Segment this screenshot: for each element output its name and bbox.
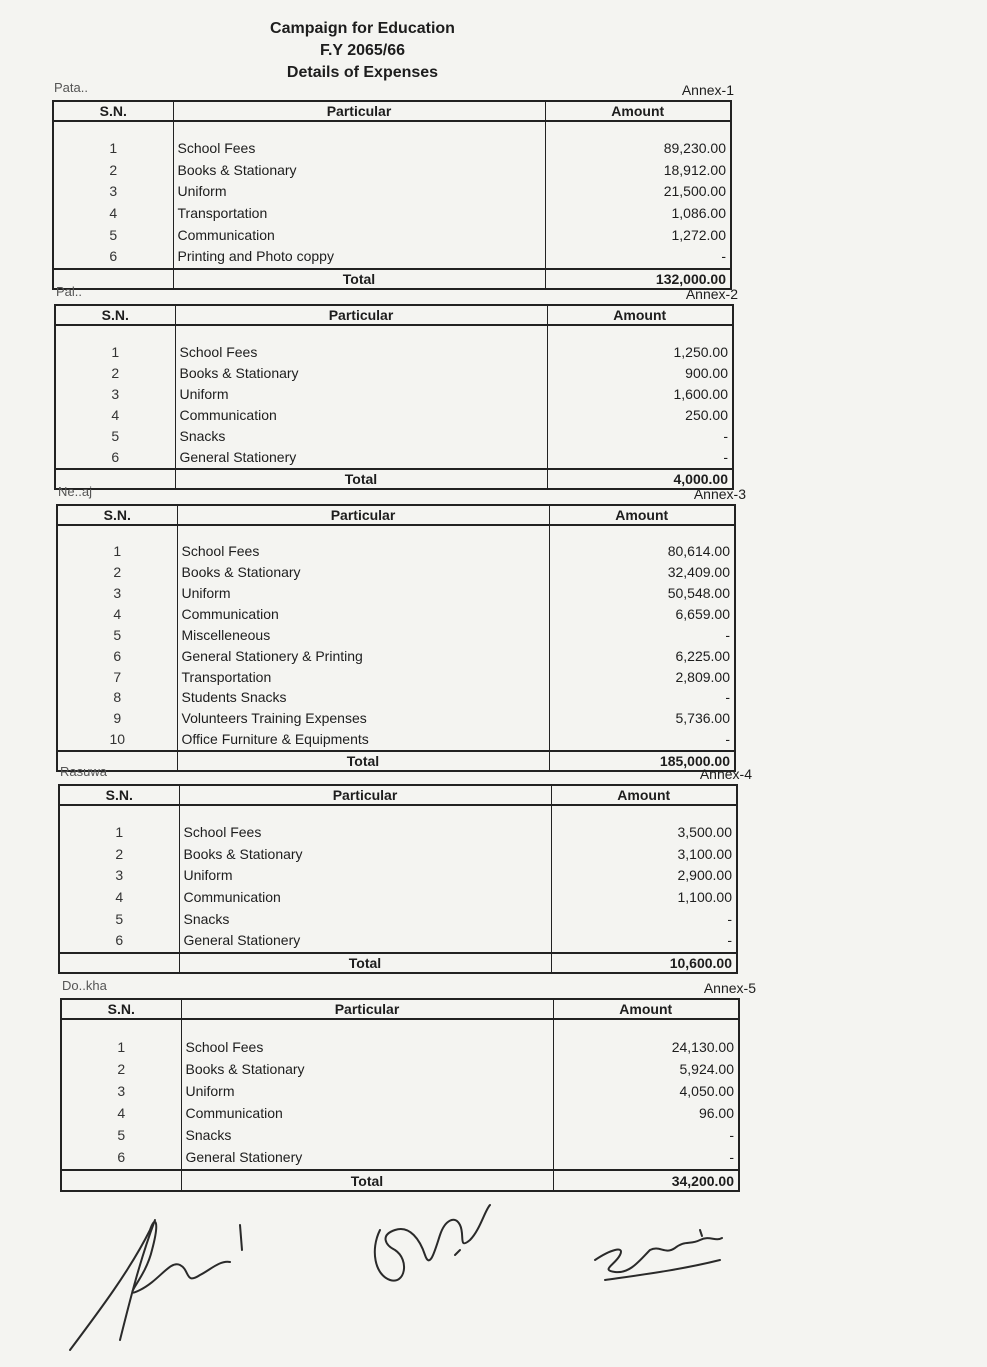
spacer-cell [547,325,733,342]
table-row [53,160,731,182]
amount-cell: 89,230.00 [663,140,726,157]
spacer-cell [553,1019,739,1036]
header-row [55,305,733,325]
particular-cell: School Fees [173,138,545,160]
particular-cell: Snacks [179,908,551,930]
sn-cell: 1 [53,138,173,160]
total-label: Total [179,953,551,973]
header-row [57,505,735,525]
sn-cell: 10 [57,729,177,751]
particular-cell: Books & Stationary [181,1059,553,1081]
amount-cell: 250.00 [685,406,728,423]
sn-cell: 1 [59,822,179,844]
amount-cell: - [721,248,726,265]
annex-label: Annex-3 [693,486,746,502]
sn-cell: 2 [53,160,173,182]
particular-cell: Volunteers Training Expenses [177,708,549,729]
table-row [53,224,731,246]
table-row [59,887,737,909]
particular-cell: Transportation [173,203,545,225]
amount-cell: 2,900.00 [677,867,732,884]
table-row [61,1081,739,1103]
particular-cell: Uniform [181,1081,553,1103]
annex-label: Annex-4 [699,766,752,782]
sn-cell: 5 [59,908,179,930]
amount-cell: - [727,932,732,949]
sn-cell: 3 [61,1081,181,1103]
header-row [61,999,739,1019]
total-empty-cell [61,1170,181,1191]
organization-title: Campaign for Education [270,20,455,37]
annex-label: Annex-5 [703,980,756,996]
table-row [53,138,731,160]
sn-cell: 4 [59,887,179,909]
total-amount: 10,600.00 [551,953,737,973]
particular-cell: General Stationery & Printing [177,646,549,667]
spacer-cell [179,805,551,822]
spacer-row [61,1019,739,1036]
district-label: Pata.. [54,80,88,95]
sn-cell: 5 [57,625,177,646]
particular-cell: School Fees [181,1036,553,1058]
sn-cell: 2 [61,1059,181,1081]
particular-header: Particular [179,785,551,805]
particular-cell: School Fees [177,541,549,562]
amount-header: Amount [553,999,739,1019]
table-row [55,447,733,469]
amount-cell: 80,614.00 [667,543,730,560]
table-row [59,865,737,887]
amount-cell: - [723,448,728,465]
amount-cell: 1,600.00 [673,385,728,402]
district-label: Pal.. [56,284,83,299]
sn-cell: 3 [57,583,177,604]
amount-cell: 6,225.00 [675,647,730,664]
annex-block [58,766,752,976]
table-row [59,844,737,866]
total-amount: 132,000.00 [545,269,731,289]
particular-cell: Uniform [179,865,551,887]
spacer-cell [545,121,731,138]
amount-header: Amount [547,305,733,325]
particular-cell: General Stationery [181,1147,553,1170]
amount-header: Amount [545,101,731,121]
amount-cell: 96.00 [698,1105,734,1122]
particular-header: Particular [181,999,553,1019]
sn-cell: 6 [53,246,173,269]
particular-header: Particular [173,101,545,121]
amount-cell: 18,912.00 [663,161,726,178]
signature-area [60,1190,760,1360]
table-row [57,687,735,708]
spacer-cell [549,525,735,541]
sn-cell: 5 [61,1125,181,1147]
spacer-cell [57,525,177,541]
table-row [53,181,731,203]
amount-cell: - [725,689,730,706]
amount-cell: 50,548.00 [667,585,730,602]
particular-cell: Printing and Photo coppy [173,246,545,269]
particular-cell: Uniform [173,181,545,203]
total-row [59,953,737,973]
sn-cell: 6 [55,447,175,469]
amount-cell: 6,659.00 [675,605,730,622]
sn-cell: 4 [55,405,175,426]
sn-cell: 9 [57,708,177,729]
amount-cell: - [729,1127,734,1144]
spacer-cell [53,121,173,138]
annex-block [60,980,756,1194]
signature-2 [375,1205,490,1281]
document-header [200,18,525,84]
total-row [61,1170,739,1191]
table-row [57,562,735,583]
particular-cell: Snacks [181,1125,553,1147]
table-row [61,1059,739,1081]
particular-header: Particular [177,505,549,525]
table-row [55,405,733,426]
total-empty-cell [59,953,179,973]
sn-header: S.N. [53,101,173,121]
sn-cell: 4 [53,203,173,225]
particular-cell: Students Snacks [177,687,549,708]
particular-cell: General Stationery [175,447,547,469]
sn-cell: 2 [57,562,177,583]
document-subtitle: Details of Expenses [286,64,439,81]
sn-cell: 3 [55,384,175,405]
amount-cell: 1,272.00 [671,226,726,243]
sn-cell: 3 [59,865,179,887]
amount-cell: - [729,1149,734,1166]
amount-cell: 3,500.00 [677,824,732,841]
expenses-table [58,784,738,974]
total-label: Total [181,1170,553,1191]
particular-cell: General Stationery [179,930,551,953]
spacer-cell [59,805,179,822]
table-row [53,246,731,269]
spacer-row [55,325,733,342]
particular-cell: Uniform [175,384,547,405]
table-row [53,203,731,225]
table-row [61,1103,739,1125]
annex-block [52,82,734,292]
amount-cell: 21,500.00 [663,183,726,200]
table-row [61,1125,739,1147]
district-label: Rasuwa [60,764,107,779]
table-row [59,930,737,953]
total-amount: 185,000.00 [549,751,735,771]
particular-cell: Miscelleneous [177,625,549,646]
particular-cell: Communication [179,887,551,909]
district-label: Do..kha [62,978,107,993]
sn-header: S.N. [55,305,175,325]
expenses-table [54,304,734,490]
sn-cell: 5 [53,224,173,246]
table-row [61,1036,739,1058]
amount-cell: - [723,427,728,444]
signatures-graphic [60,1190,760,1360]
particular-cell: Snacks [175,426,547,447]
sn-header: S.N. [61,999,181,1019]
sn-cell: 2 [55,363,175,384]
spacer-cell [55,325,175,342]
expenses-table [52,100,732,290]
amount-cell: 1,100.00 [677,888,732,905]
amount-cell: 5,924.00 [679,1061,734,1078]
header-row [59,785,737,805]
particular-cell: School Fees [179,822,551,844]
sn-cell: 3 [53,181,173,203]
amount-cell: 32,409.00 [667,564,730,581]
sn-cell: 6 [61,1147,181,1170]
particular-cell: Books & Stationary [177,562,549,583]
annex-block [54,286,738,492]
particular-cell: Communication [173,224,545,246]
amount-header: Amount [551,785,737,805]
table-row [57,646,735,667]
header-row [53,101,731,121]
district-label: Ne..aj [58,484,92,499]
annex-label: Annex-2 [685,286,738,302]
table-row [57,604,735,625]
particular-cell: Books & Stationary [175,363,547,384]
sn-cell: 7 [57,667,177,688]
signature-3 [595,1230,722,1280]
amount-cell: - [727,910,732,927]
amount-cell: 24,130.00 [671,1038,734,1055]
particular-cell: Communication [175,405,547,426]
amount-cell: 4,050.00 [679,1083,734,1100]
table-row [59,822,737,844]
table-row [57,729,735,751]
total-label: Total [177,751,549,771]
particular-cell: Books & Stationary [173,160,545,182]
amount-cell: - [725,626,730,643]
particular-cell: School Fees [175,342,547,363]
total-amount: 34,200.00 [553,1170,739,1191]
particular-cell: Communication [181,1103,553,1125]
sn-cell: 1 [57,541,177,562]
annex-block [56,486,746,774]
sn-cell: 1 [55,342,175,363]
amount-cell: 1,086.00 [671,204,726,221]
sn-cell: 6 [57,646,177,667]
particular-header: Particular [175,305,547,325]
amount-cell: 900.00 [685,364,728,381]
signature-1 [70,1220,242,1350]
spacer-row [53,121,731,138]
table-row [57,708,735,729]
annex-label: Annex-1 [681,82,734,98]
expenses-table [56,504,736,772]
spacer-cell [177,525,549,541]
amount-cell: - [725,731,730,748]
total-label: Total [173,269,545,289]
particular-cell: Office Furniture & Equipments [177,729,549,751]
sn-cell: 4 [61,1103,181,1125]
table-row [57,541,735,562]
amount-header: Amount [549,505,735,525]
spacer-row [59,805,737,822]
table-row [57,583,735,604]
table-row [55,426,733,447]
particular-cell: Communication [177,604,549,625]
particular-cell: Transportation [177,667,549,688]
sn-cell: 6 [59,930,179,953]
table-row [55,384,733,405]
sn-cell: 5 [55,426,175,447]
table-row [59,908,737,930]
table-row [57,667,735,688]
total-label: Total [175,469,547,489]
spacer-cell [61,1019,181,1036]
table-row [55,342,733,363]
amount-cell: 3,100.00 [677,845,732,862]
amount-cell: 1,250.00 [673,343,728,360]
sn-cell: 8 [57,687,177,708]
spacer-cell [175,325,547,342]
expenses-table [60,998,740,1192]
total-amount: 4,000.00 [547,469,733,489]
table-row [61,1147,739,1170]
spacer-cell [173,121,545,138]
spacer-cell [181,1019,553,1036]
sn-header: S.N. [59,785,179,805]
fiscal-year: F.Y 2065/66 [319,42,406,59]
amount-cell: 5,736.00 [675,710,730,727]
spacer-cell [551,805,737,822]
sn-cell: 4 [57,604,177,625]
sn-cell: 1 [61,1036,181,1058]
table-row [55,363,733,384]
spacer-row [57,525,735,541]
amount-cell: 2,809.00 [675,668,730,685]
sn-cell: 2 [59,844,179,866]
particular-cell: Books & Stationary [179,844,551,866]
sn-header: S.N. [57,505,177,525]
table-row [57,625,735,646]
particular-cell: Uniform [177,583,549,604]
